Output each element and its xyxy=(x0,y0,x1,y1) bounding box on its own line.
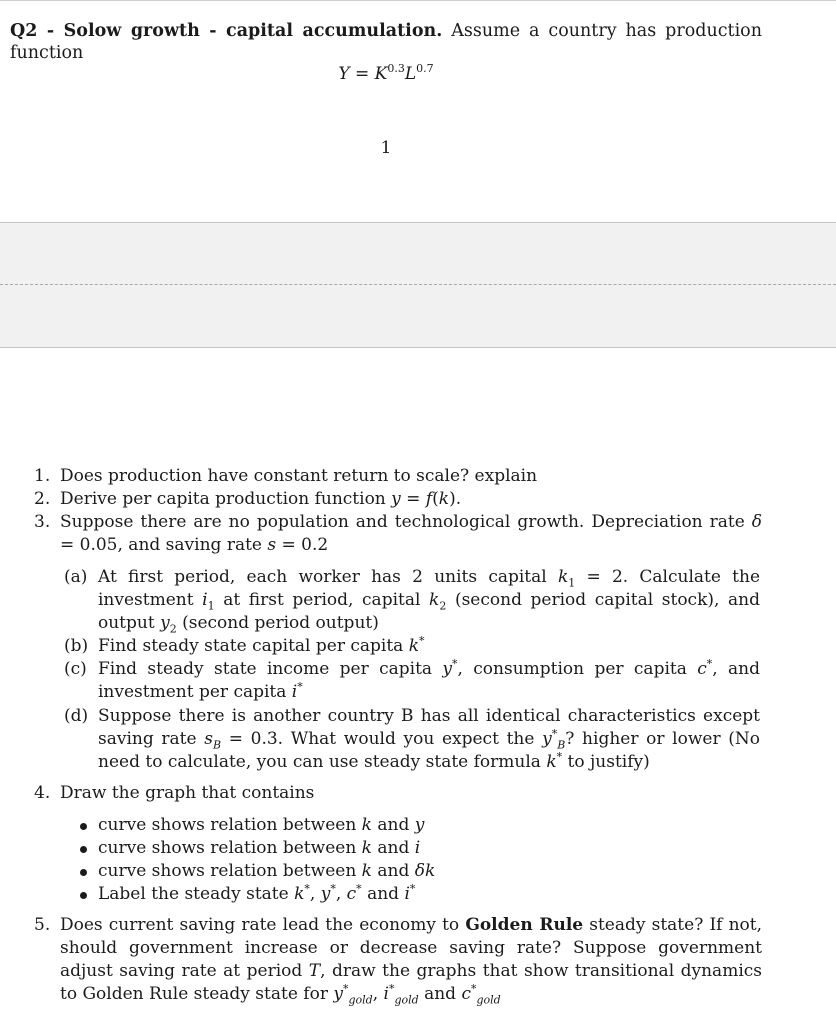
question-number: 4. xyxy=(34,783,51,803)
subquestion-3c xyxy=(64,658,764,704)
subquestion-text: Suppose there is another country B has all identical characteristics except saving rate $s_B = 0.3$. What would you expect the $y^*_B$? higher or lower (No need to calculate, you can use steady state formula k* to justify) xyxy=(98,706,760,772)
question-2 xyxy=(34,488,774,511)
bullet-text: curve shows relation between k and i xyxy=(98,838,421,858)
question-1 xyxy=(34,465,774,488)
question-number: 2. xyxy=(34,489,51,509)
subquestion-text: Find steady state capital per capita k* xyxy=(98,634,425,656)
bullet-text: Label the steady state k*, y*, c* and i* xyxy=(98,882,416,904)
question-4 xyxy=(34,782,774,805)
question-text: Suppose there are no population and technological growth. Depreciation rate δ = 0.05, and saving rate s = 0.2 xyxy=(60,512,762,555)
subquestion-text: Find steady state income per capita y*, consumption per capita c*, and investment per capita i* xyxy=(98,657,760,702)
production-formula: $Y = K^{0.3}L^{0.7}$ xyxy=(338,62,434,84)
bullet-dot xyxy=(80,823,87,830)
question-heading xyxy=(10,20,762,64)
subquestion-text: At first period, each worker has 2 units capital $k_1 = 2$. Calculate the investment $i_1$ at first period, capital $k_2$ (second period capital stock), and output $y_2$ (second period output) xyxy=(98,567,761,636)
subquestion-3b xyxy=(64,635,764,658)
golden-rule-term: Golden Rule xyxy=(465,915,584,935)
subquestion-label: (d) xyxy=(64,706,89,726)
top-rule xyxy=(0,0,836,1)
subquestion-label: (c) xyxy=(64,659,87,679)
question-text: Does current saving rate lead the economy to Golden Rule steady state? If not, should government increase or decrease saving rate? Suppose government adjust saving rate at period T, draw the graphs that show transitional dynamics to Golden Rule steady state for $y^*_{gold}$, $i^*_{gold}$ and $c^*_{gold}$ xyxy=(60,915,762,1007)
question-number: 5. xyxy=(34,915,51,935)
bullet-dot xyxy=(80,846,87,853)
question-text: Derive per capita production function y = f(k). xyxy=(60,489,462,509)
bullet-text: curve shows relation between k and y xyxy=(98,815,425,835)
subquestion-3d xyxy=(64,705,764,774)
question-intro: Assume a country has production function xyxy=(10,21,762,63)
subquestion-label: (a) xyxy=(64,567,88,587)
question-label: Q2 - Solow growth - capital accumulation. xyxy=(10,21,443,41)
subquestion-label: (b) xyxy=(64,636,89,656)
question-text: Does production have constant return to scale? explain xyxy=(60,466,538,486)
question-3 xyxy=(34,511,774,557)
question-text: Draw the graph that contains xyxy=(60,783,315,803)
page-gap xyxy=(0,222,836,348)
subquestion-3a xyxy=(64,566,764,635)
page-number: 1 xyxy=(380,138,392,158)
page-break-line xyxy=(0,284,836,285)
bullet-dot xyxy=(80,892,87,899)
question-number: 1. xyxy=(34,466,51,486)
question-number: 3. xyxy=(34,512,51,532)
bullet-text: curve shows relation between k and δk xyxy=(98,861,436,881)
bullet-dot xyxy=(80,869,87,876)
question-5 xyxy=(34,914,774,1014)
